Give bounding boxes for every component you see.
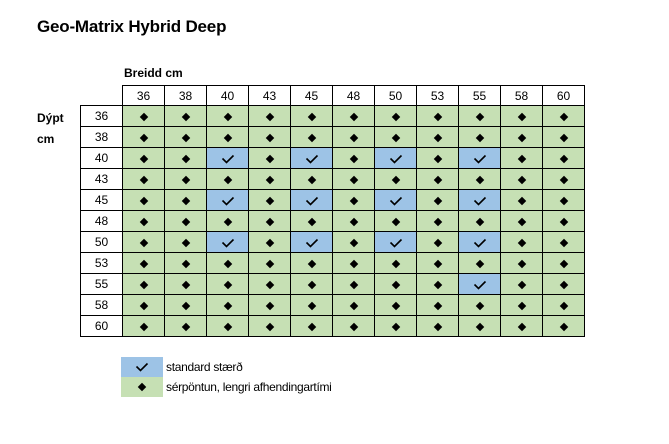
special-order-cell	[207, 316, 249, 337]
diamond-icon	[181, 197, 189, 205]
diamond-icon	[433, 176, 441, 184]
special-order-cell	[249, 127, 291, 148]
diamond-icon	[391, 176, 399, 184]
special-order-cell	[333, 190, 375, 211]
special-order-cell	[543, 148, 585, 169]
diamond-icon	[265, 218, 273, 226]
special-order-cell	[333, 106, 375, 127]
special-order-cell	[417, 211, 459, 232]
special-order-cell	[123, 253, 165, 274]
special-order-cell	[501, 148, 543, 169]
diamond-icon	[307, 302, 315, 310]
special-order-cell	[165, 232, 207, 253]
standard-size-cell	[207, 148, 249, 169]
depth-axis-label	[37, 108, 64, 150]
size-matrix-body	[81, 106, 585, 337]
standard-size-cell	[375, 148, 417, 169]
column-header-55: 55	[459, 86, 501, 106]
special-order-cell	[543, 253, 585, 274]
diamond-icon	[475, 260, 483, 268]
diamond-icon	[181, 113, 189, 121]
special-order-cell	[207, 127, 249, 148]
special-order-cell	[375, 106, 417, 127]
special-order-cell	[123, 169, 165, 190]
checkmark-icon	[221, 154, 235, 164]
column-header-53: 53	[417, 86, 459, 106]
diamond-icon	[433, 218, 441, 226]
legend	[121, 357, 332, 397]
diamond-icon	[517, 281, 525, 289]
standard-size-cell	[459, 274, 501, 295]
checkmark-icon	[135, 362, 149, 372]
diamond-icon	[475, 113, 483, 121]
diamond-icon	[391, 134, 399, 142]
size-matrix-table	[80, 85, 585, 337]
diamond-icon	[391, 260, 399, 268]
special-order-cell	[459, 211, 501, 232]
special-order-cell	[543, 106, 585, 127]
diamond-icon	[139, 260, 147, 268]
diamond-icon	[349, 113, 357, 121]
diamond-icon	[265, 260, 273, 268]
column-header-45: 45	[291, 86, 333, 106]
diamond-icon	[559, 281, 567, 289]
checkmark-icon	[305, 238, 319, 248]
special-order-cell	[123, 190, 165, 211]
diamond-icon	[433, 239, 441, 247]
diamond-icon	[559, 113, 567, 121]
special-order-cell	[501, 169, 543, 190]
row-header-45: 45	[81, 190, 123, 211]
special-order-cell	[249, 190, 291, 211]
diamond-icon	[517, 113, 525, 121]
diamond-icon	[181, 218, 189, 226]
legend-item-special-order	[121, 377, 332, 397]
special-order-cell	[375, 211, 417, 232]
diamond-icon	[559, 218, 567, 226]
diamond-icon	[349, 134, 357, 142]
diamond-icon	[223, 281, 231, 289]
special-order-cell	[501, 190, 543, 211]
diamond-icon	[307, 323, 315, 331]
special-order-cell	[123, 316, 165, 337]
diamond-icon	[391, 218, 399, 226]
diamond-icon	[559, 239, 567, 247]
special-order-cell	[543, 169, 585, 190]
diamond-icon	[139, 218, 147, 226]
special-order-cell	[417, 295, 459, 316]
special-order-cell	[123, 295, 165, 316]
special-order-cell	[375, 316, 417, 337]
diamond-icon	[349, 302, 357, 310]
column-header-50: 50	[375, 86, 417, 106]
special-order-cell	[249, 169, 291, 190]
diamond-icon	[307, 218, 315, 226]
table-row	[81, 253, 585, 274]
column-header-58: 58	[501, 86, 543, 106]
special-order-cell	[165, 127, 207, 148]
diamond-icon	[265, 176, 273, 184]
diamond-icon	[265, 302, 273, 310]
special-order-cell	[249, 106, 291, 127]
special-order-cell	[333, 316, 375, 337]
diamond-icon	[559, 155, 567, 163]
special-order-cell	[375, 169, 417, 190]
column-header-38: 38	[165, 86, 207, 106]
special-order-cell	[459, 169, 501, 190]
standard-size-cell	[375, 232, 417, 253]
diamond-icon	[181, 302, 189, 310]
special-order-cell	[417, 253, 459, 274]
diamond-icon	[265, 113, 273, 121]
table-row	[81, 190, 585, 211]
special-order-cell	[501, 127, 543, 148]
column-header-48: 48	[333, 86, 375, 106]
row-header-48: 48	[81, 211, 123, 232]
legend-item-standard	[121, 357, 332, 377]
row-header-53: 53	[81, 253, 123, 274]
diamond-icon	[349, 281, 357, 289]
standard-size-cell	[459, 232, 501, 253]
special-order-cell	[123, 148, 165, 169]
checkmark-icon	[473, 238, 487, 248]
special-order-cell	[417, 232, 459, 253]
diamond-icon	[223, 134, 231, 142]
special-order-cell	[543, 316, 585, 337]
table-row	[81, 106, 585, 127]
special-order-cell	[291, 211, 333, 232]
diamond-icon	[181, 260, 189, 268]
special-order-cell	[249, 211, 291, 232]
special-order-cell	[207, 106, 249, 127]
special-order-cell	[291, 316, 333, 337]
special-order-cell	[165, 190, 207, 211]
special-order-cell	[249, 274, 291, 295]
special-order-cell	[249, 148, 291, 169]
special-order-cell	[333, 274, 375, 295]
diamond-icon	[433, 302, 441, 310]
special-order-cell	[375, 274, 417, 295]
special-order-cell	[459, 316, 501, 337]
special-order-cell	[417, 169, 459, 190]
checkmark-icon	[221, 196, 235, 206]
standard-size-cell	[459, 148, 501, 169]
diamond-icon	[265, 134, 273, 142]
diamond-icon	[433, 260, 441, 268]
special-order-cell	[543, 274, 585, 295]
special-order-cell	[123, 127, 165, 148]
diamond-icon	[265, 281, 273, 289]
diamond-icon	[559, 176, 567, 184]
diamond-icon	[181, 281, 189, 289]
standard-size-cell	[375, 190, 417, 211]
diamond-icon	[139, 281, 147, 289]
diamond-icon	[139, 302, 147, 310]
special-order-cell	[543, 127, 585, 148]
diamond-icon	[349, 260, 357, 268]
diamond-icon	[181, 323, 189, 331]
diamond-icon	[433, 323, 441, 331]
checkmark-icon	[305, 154, 319, 164]
diamond-icon	[517, 239, 525, 247]
legend-label-standard: standard stærð	[166, 360, 243, 374]
special-order-cell	[333, 148, 375, 169]
special-order-cell	[543, 232, 585, 253]
diamond-icon	[559, 134, 567, 142]
depth-label-line-2: cm	[37, 132, 55, 146]
diamond-icon	[139, 113, 147, 121]
diamond-icon	[265, 239, 273, 247]
column-header-36: 36	[123, 86, 165, 106]
depth-label-line-1: Dýpt	[37, 111, 64, 125]
special-order-cell	[501, 295, 543, 316]
special-order-cell	[501, 232, 543, 253]
standard-size-cell	[207, 232, 249, 253]
special-order-cell	[291, 295, 333, 316]
special-order-cell	[165, 274, 207, 295]
diamond-icon	[139, 176, 147, 184]
special-order-cell	[459, 106, 501, 127]
diamond-icon	[223, 302, 231, 310]
special-order-cell	[417, 316, 459, 337]
table-row	[81, 169, 585, 190]
special-order-cell	[417, 190, 459, 211]
column-header-row	[81, 86, 585, 106]
special-order-cell	[123, 232, 165, 253]
diamond-icon	[139, 197, 147, 205]
table-row	[81, 127, 585, 148]
special-order-cell	[291, 253, 333, 274]
diamond-icon	[265, 197, 273, 205]
table-row	[81, 148, 585, 169]
special-order-cell	[501, 316, 543, 337]
special-order-cell	[333, 127, 375, 148]
column-header-43: 43	[249, 86, 291, 106]
diamond-icon	[265, 323, 273, 331]
diamond-icon	[223, 323, 231, 331]
special-order-cell	[165, 253, 207, 274]
checkmark-icon	[389, 238, 403, 248]
row-header-60: 60	[81, 316, 123, 337]
special-order-cell	[333, 169, 375, 190]
special-order-cell	[207, 295, 249, 316]
diamond-icon	[307, 281, 315, 289]
special-order-cell	[459, 295, 501, 316]
diamond-icon	[433, 134, 441, 142]
diamond-icon	[475, 134, 483, 142]
diamond-icon	[391, 113, 399, 121]
legend-swatch-standard	[121, 357, 163, 377]
legend-label-special-order: sérpöntun, lengri afhendingartími	[166, 380, 332, 394]
special-order-cell	[417, 106, 459, 127]
row-header-43: 43	[81, 169, 123, 190]
diamond-icon	[433, 281, 441, 289]
diamond-icon	[433, 155, 441, 163]
row-header-58: 58	[81, 295, 123, 316]
special-order-cell	[501, 211, 543, 232]
special-order-cell	[249, 295, 291, 316]
special-order-cell	[459, 253, 501, 274]
special-order-cell	[459, 127, 501, 148]
diamond-icon	[517, 218, 525, 226]
diamond-icon	[559, 323, 567, 331]
page-title: Geo-Matrix Hybrid Deep	[37, 17, 227, 36]
table-row	[81, 211, 585, 232]
diamond-icon	[349, 197, 357, 205]
diamond-icon	[517, 260, 525, 268]
special-order-cell	[543, 295, 585, 316]
special-order-cell	[291, 274, 333, 295]
special-order-cell	[375, 295, 417, 316]
legend-swatch-special-order	[121, 377, 163, 397]
special-order-cell	[165, 295, 207, 316]
special-order-cell	[165, 316, 207, 337]
diamond-icon	[391, 302, 399, 310]
diamond-icon	[517, 176, 525, 184]
diamond-icon	[307, 113, 315, 121]
checkmark-icon	[221, 238, 235, 248]
diamond-icon	[223, 113, 231, 121]
special-order-cell	[375, 127, 417, 148]
diamond-icon	[349, 155, 357, 163]
table-row	[81, 232, 585, 253]
diamond-icon	[475, 302, 483, 310]
table-row	[81, 316, 585, 337]
standard-size-cell	[291, 232, 333, 253]
diamond-icon	[223, 176, 231, 184]
diamond-icon	[181, 239, 189, 247]
special-order-cell	[417, 127, 459, 148]
column-header-40: 40	[207, 86, 249, 106]
special-order-cell	[333, 232, 375, 253]
diamond-icon	[139, 239, 147, 247]
special-order-cell	[291, 127, 333, 148]
special-order-cell	[165, 169, 207, 190]
diamond-icon	[138, 383, 146, 391]
standard-size-cell	[207, 190, 249, 211]
checkmark-icon	[473, 196, 487, 206]
special-order-cell	[501, 253, 543, 274]
special-order-cell	[123, 211, 165, 232]
special-order-cell	[375, 253, 417, 274]
diamond-icon	[307, 176, 315, 184]
diamond-icon	[433, 197, 441, 205]
special-order-cell	[291, 169, 333, 190]
diamond-icon	[475, 176, 483, 184]
diamond-icon	[349, 239, 357, 247]
special-order-cell	[333, 211, 375, 232]
standard-size-cell	[291, 148, 333, 169]
diamond-icon	[517, 302, 525, 310]
special-order-cell	[249, 253, 291, 274]
diamond-icon	[307, 260, 315, 268]
special-order-cell	[207, 211, 249, 232]
diamond-icon	[181, 155, 189, 163]
diamond-icon	[349, 218, 357, 226]
special-order-cell	[123, 106, 165, 127]
checkmark-icon	[305, 196, 319, 206]
table-row	[81, 295, 585, 316]
special-order-cell	[165, 148, 207, 169]
checkmark-icon	[389, 154, 403, 164]
diamond-icon	[181, 134, 189, 142]
special-order-cell	[207, 169, 249, 190]
row-header-55: 55	[81, 274, 123, 295]
row-header-50: 50	[81, 232, 123, 253]
diamond-icon	[139, 323, 147, 331]
special-order-cell	[333, 295, 375, 316]
diamond-icon	[307, 134, 315, 142]
special-order-cell	[249, 316, 291, 337]
diamond-icon	[349, 176, 357, 184]
special-order-cell	[123, 274, 165, 295]
diamond-icon	[391, 323, 399, 331]
diamond-icon	[349, 323, 357, 331]
row-header-40: 40	[81, 148, 123, 169]
checkmark-icon	[473, 280, 487, 290]
standard-size-cell	[291, 190, 333, 211]
diamond-icon	[139, 134, 147, 142]
diamond-icon	[181, 176, 189, 184]
special-order-cell	[501, 106, 543, 127]
checkmark-icon	[389, 196, 403, 206]
standard-size-cell	[459, 190, 501, 211]
width-axis-label: Breidd cm	[124, 66, 183, 80]
diamond-icon	[223, 260, 231, 268]
diamond-icon	[265, 155, 273, 163]
checkmark-icon	[473, 154, 487, 164]
diamond-icon	[559, 197, 567, 205]
special-order-cell	[207, 253, 249, 274]
special-order-cell	[291, 106, 333, 127]
row-header-36: 36	[81, 106, 123, 127]
special-order-cell	[417, 148, 459, 169]
diamond-icon	[475, 323, 483, 331]
special-order-cell	[165, 106, 207, 127]
diamond-icon	[517, 134, 525, 142]
special-order-cell	[207, 274, 249, 295]
special-order-cell	[333, 253, 375, 274]
special-order-cell	[417, 274, 459, 295]
diamond-icon	[517, 323, 525, 331]
special-order-cell	[543, 190, 585, 211]
table-row	[81, 274, 585, 295]
corner-cell	[81, 86, 123, 106]
diamond-icon	[517, 197, 525, 205]
diamond-icon	[433, 113, 441, 121]
diamond-icon	[559, 302, 567, 310]
diamond-icon	[139, 155, 147, 163]
diamond-icon	[517, 155, 525, 163]
special-order-cell	[249, 232, 291, 253]
diamond-icon	[475, 218, 483, 226]
special-order-cell	[543, 211, 585, 232]
diamond-icon	[559, 260, 567, 268]
diamond-icon	[391, 281, 399, 289]
row-header-38: 38	[81, 127, 123, 148]
column-header-60: 60	[543, 86, 585, 106]
special-order-cell	[165, 211, 207, 232]
special-order-cell	[501, 274, 543, 295]
diamond-icon	[223, 218, 231, 226]
